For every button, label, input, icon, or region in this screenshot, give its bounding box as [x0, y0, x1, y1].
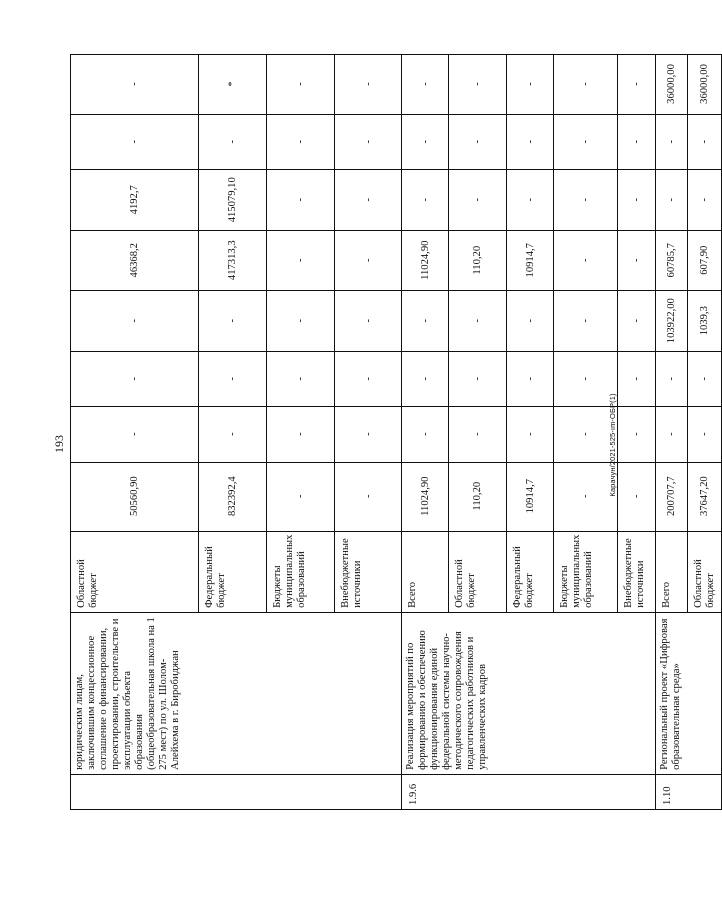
value-cell: -: [618, 170, 656, 231]
measure-name: юридическим лицам, заключившим концессионное соглашение о финансировании, проектировании, строительстве и эксплуатации объекта образования (общеобразовательная школа на 1 275 мест) по ул. Шолом-Алейхема в г. Биробиджан: [71, 612, 402, 774]
value-cell: -: [267, 115, 335, 170]
value-cell: 46368,2: [71, 231, 199, 291]
value-cell: -: [449, 352, 507, 407]
value-cell: 60785,7: [656, 231, 688, 291]
value-cell: -: [688, 407, 722, 462]
value-cell: 36000,00: [688, 54, 722, 114]
value-cell: 103922,00: [656, 291, 688, 352]
value-cell: -: [199, 115, 267, 170]
value-cell: 37647,20: [688, 462, 722, 531]
table-row: [71, 1, 199, 810]
value-cell: *: [199, 54, 267, 114]
value-cell: -: [656, 352, 688, 407]
value-cell: -: [449, 291, 507, 352]
value-cell: -: [507, 170, 554, 231]
funding-source: Областной бюджет: [71, 531, 199, 612]
measure-name: Региональный проект «Цифровая образовательная среда»: [656, 612, 722, 774]
value-cell: -: [71, 115, 199, 170]
value-cell: 415079,10: [199, 170, 267, 231]
value-cell: -: [335, 115, 402, 170]
value-cell: -: [449, 407, 507, 462]
funding-source: Федеральный бюджет: [507, 531, 554, 612]
value-cell: -: [267, 291, 335, 352]
value-cell: -: [554, 231, 618, 291]
funding-source: Областной бюджет: [449, 531, 507, 612]
page-number: 193: [52, 435, 66, 453]
value-cell: -: [688, 115, 722, 170]
table-row: [402, 1, 449, 810]
value-cell: -: [618, 462, 656, 531]
value-cell: -: [618, 407, 656, 462]
value-cell: -: [554, 407, 618, 462]
value-cell: -: [688, 352, 722, 407]
value-cell: -: [71, 54, 199, 114]
value-cell: -: [554, 54, 618, 114]
value-cell: -: [335, 54, 402, 114]
value-cell: -: [267, 231, 335, 291]
row-code: [71, 774, 402, 809]
value-cell: -: [618, 115, 656, 170]
value-cell: -: [335, 462, 402, 531]
funding-source: Областной бюджет: [688, 531, 722, 612]
value-cell: 11024,90: [402, 231, 449, 291]
value-cell: 1039,3: [688, 291, 722, 352]
budget-table: [70, 0, 722, 810]
value-cell: -: [507, 54, 554, 114]
value-cell: -: [199, 352, 267, 407]
value-cell: 417313,3: [199, 231, 267, 291]
value-cell: -: [402, 352, 449, 407]
value-cell: -: [554, 291, 618, 352]
funding-source: Всего: [656, 531, 688, 612]
value-cell: -: [335, 352, 402, 407]
value-cell: 832392,4: [199, 462, 267, 531]
value-cell: -: [554, 115, 618, 170]
value-cell: -: [507, 115, 554, 170]
value-cell: 10914,7: [507, 462, 554, 531]
value-cell: -: [199, 291, 267, 352]
value-cell: -: [507, 352, 554, 407]
value-cell: -: [267, 54, 335, 114]
value-cell: 200707,7: [656, 462, 688, 531]
value-cell: -: [618, 352, 656, 407]
value-cell: -: [618, 291, 656, 352]
document-reference-note: Карачун/2021-525-ım-ОБР(1): [608, 393, 617, 497]
value-cell: 36000,00: [656, 54, 688, 114]
value-cell: -: [449, 115, 507, 170]
value-cell: -: [267, 352, 335, 407]
value-cell: -: [507, 407, 554, 462]
value-cell: -: [656, 115, 688, 170]
value-cell: -: [402, 115, 449, 170]
value-cell: -: [402, 407, 449, 462]
value-cell: -: [335, 407, 402, 462]
funding-source: Внебюджетные источники: [335, 531, 402, 612]
value-cell: 110,20: [449, 462, 507, 531]
value-cell: -: [656, 407, 688, 462]
funding-source: Внебюджетные источники: [618, 531, 656, 612]
value-cell: -: [199, 407, 267, 462]
table-row: [656, 1, 688, 810]
value-cell: -: [554, 462, 618, 531]
value-cell: -: [335, 231, 402, 291]
value-cell: -: [402, 170, 449, 231]
value-cell: -: [267, 407, 335, 462]
value-cell: -: [267, 170, 335, 231]
value-cell: -: [335, 170, 402, 231]
value-cell: 110,20: [449, 231, 507, 291]
value-cell: -: [554, 170, 618, 231]
value-cell: 10914,7: [507, 231, 554, 291]
value-cell: -: [507, 291, 554, 352]
row-code: 1.9.6: [402, 774, 656, 809]
funding-source: Бюджеты муниципальных образований: [267, 531, 335, 612]
row-code: 1.10: [656, 774, 722, 809]
value-cell: 4192,7: [71, 170, 199, 231]
value-cell: -: [71, 407, 199, 462]
value-cell: -: [71, 352, 199, 407]
value-cell: -: [402, 291, 449, 352]
value-cell: -: [335, 291, 402, 352]
value-cell: -: [618, 54, 656, 114]
value-cell: -: [71, 291, 199, 352]
value-cell: -: [267, 462, 335, 531]
value-cell: 50560,90: [71, 462, 199, 531]
funding-source: Федеральный бюджет: [199, 531, 267, 612]
funding-source: Бюджеты муниципальных образований: [554, 531, 618, 612]
value-cell: 607,90: [688, 231, 722, 291]
value-cell: -: [402, 54, 449, 114]
value-cell: 11024,90: [402, 462, 449, 531]
value-cell: -: [449, 170, 507, 231]
value-cell: -: [449, 54, 507, 114]
value-cell: -: [656, 170, 688, 231]
funding-source: Всего: [402, 531, 449, 612]
measure-name: Реализация мероприятий по формированию и обеспечению функционирования единой федеральной системы научно-методического сопровождения педагогических работников и управленческих кадров: [402, 612, 656, 774]
value-cell: -: [618, 231, 656, 291]
value-cell: -: [554, 352, 618, 407]
value-cell: -: [688, 170, 722, 231]
